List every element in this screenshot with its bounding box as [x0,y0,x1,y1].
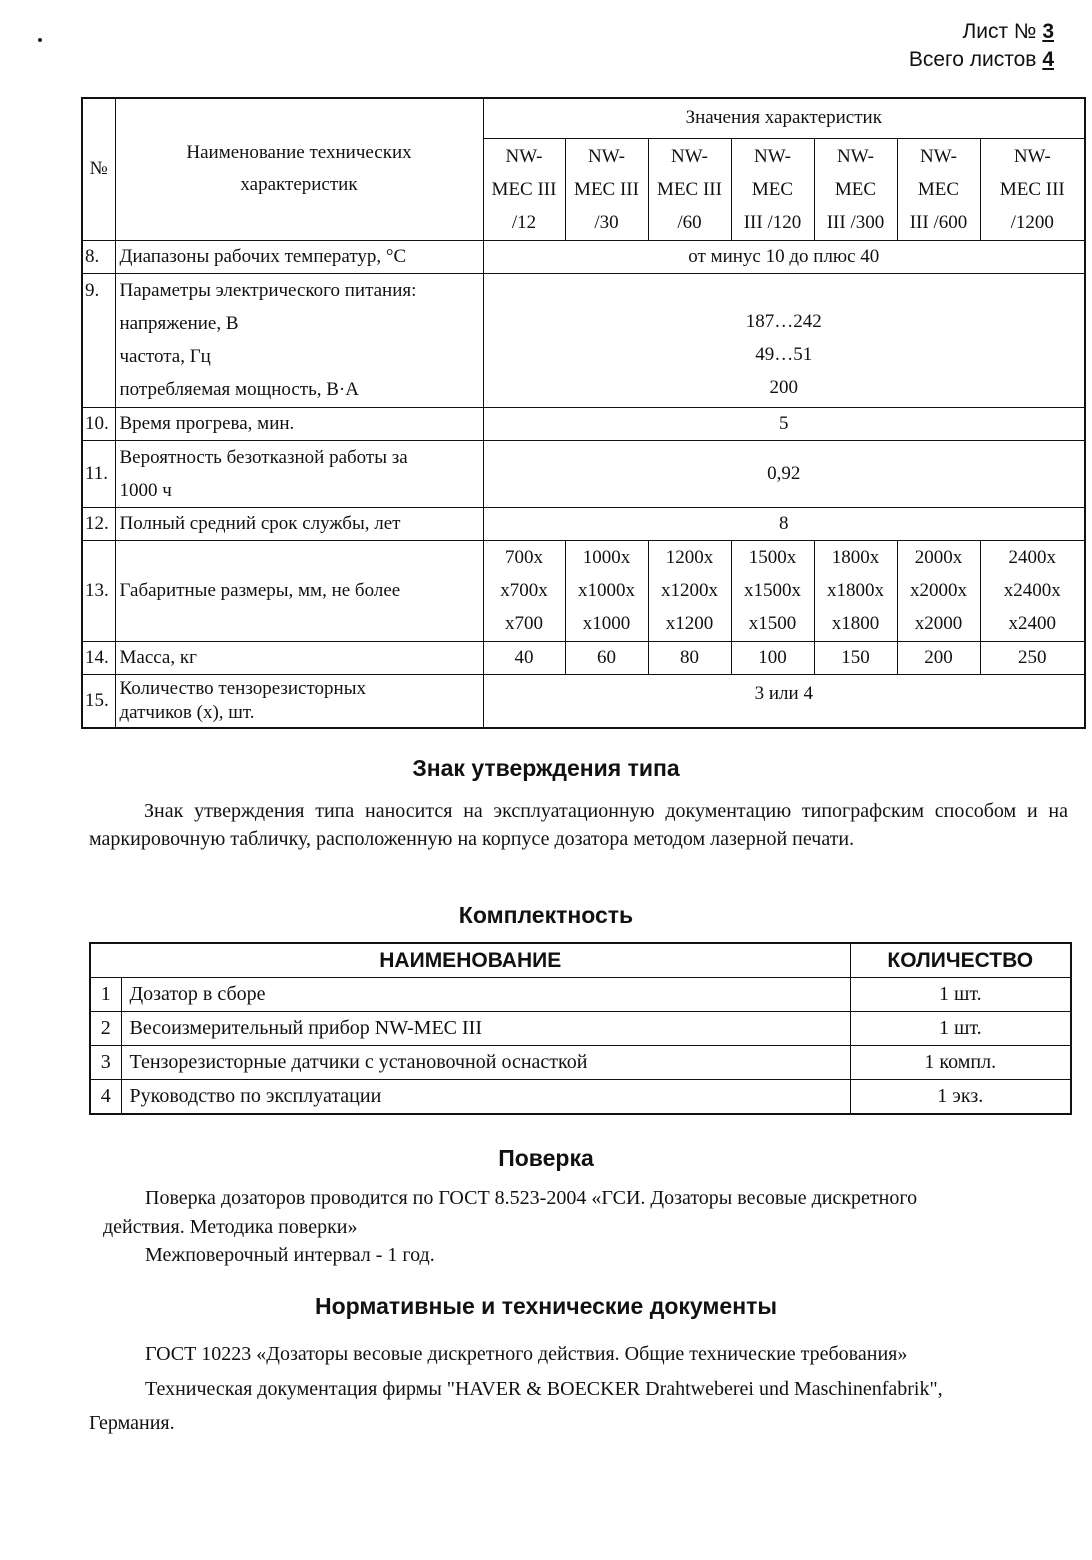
verification-heading: Поверка [498,1145,594,1171]
kit-item-qty: 1 шт. [850,1012,1071,1046]
table-row [90,978,1071,1012]
kit-item-name: Руководство по эксплуатации [121,1080,850,1115]
kit-item-name: Тензорезисторные датчики с установочной оснасткой [121,1046,850,1080]
model-header: NW- MEC III /12 [483,138,565,240]
table-row [90,1080,1071,1115]
mass-cell: 250 [980,641,1085,674]
kit-item-qty: 1 компл. [850,1046,1071,1080]
approval-text: Знак утверждения типа наносится на эксплуатационную документацию типографским способом и на маркировочную табличку, расположенную на корпусе дозатора методом лазерной печати. [89,800,1068,850]
dimension-cell: 700x x700x x700 [483,540,565,641]
dimension-cell: 1800x x1800x x1800 [814,540,897,641]
kit-header-row [90,943,1071,978]
row-number: 13. [82,540,115,641]
kit-table [89,942,1072,1115]
dimension-cell: 1200x x1200x x1200 [648,540,731,641]
model-header: NW- MEC III /300 [814,138,897,240]
row-name: Диапазоны рабочих температур, °С [115,240,483,273]
row-value: 3 или 4 [483,674,1085,728]
kit-item-name: Дозатор в сборе [121,978,850,1012]
table-row [90,1046,1071,1080]
row-name: Параметры электрического питания: напряжение, В частота, Гц потребляемая мощность, В·А [115,273,483,407]
model-header: NW- MEC III /120 [731,138,814,240]
col-values-header: Значения характеристик [483,98,1085,138]
row-value: 0,92 [483,440,1085,507]
col-no-header: № [82,98,115,240]
row-number: 9. [82,273,115,407]
model-header: NW- MEC III /30 [565,138,648,240]
col-name-header: Наименование технических характеристик [115,98,483,240]
sheet-number [909,18,1054,74]
dimension-cell: 2000x x2000x x2000 [897,540,980,641]
model-header: NW- MEC III /600 [897,138,980,240]
spec-row-8 [82,240,1085,273]
normative-line-1: ГОСТ 10223 «Дозаторы весовые дискретного действия. Общие технические требования» [145,1343,908,1365]
total-num: 4 [1042,48,1054,71]
total-label: Всего листов [908,48,1037,71]
table-row [90,1012,1071,1046]
normative-heading: Нормативные и технические документы [315,1293,777,1319]
row-value: 8 [483,507,1085,540]
mass-cell: 40 [483,641,565,674]
row-number: 11. [82,440,115,507]
row-number: 8. [82,240,115,273]
verification-interval: Межповерочный интервал - 1 год. [145,1244,435,1266]
spec-row-13 [82,540,1085,641]
kit-item-name: Весоизмерительный прибор NW-MEC III [121,1012,850,1046]
row-value: от минус 10 до плюс 40 [483,240,1085,273]
spec-row-14 [82,641,1085,674]
row-number: 10. [82,407,115,440]
row-number: 14. [82,641,115,674]
normative-line-2: Техническая документация фирмы "HAVER & BOECKER Drahtweberei und Maschinenfabrik", [145,1378,943,1400]
sheet-label: Лист № [962,20,1037,43]
row-value: 187…242 49…51 200 [483,273,1085,407]
row-number: 15. [82,674,115,728]
scan-speck [38,38,42,42]
mass-cell: 100 [731,641,814,674]
mass-cell: 60 [565,641,648,674]
mass-cell: 150 [814,641,897,674]
row-name: Вероятность безотказной работы за 1000 ч [115,440,483,507]
mass-cell: 80 [648,641,731,674]
verification-line-1: Поверка дозаторов проводится по ГОСТ 8.523-2004 «ГСИ. Дозаторы весовые дискретного [145,1187,918,1209]
kit-col-qty: КОЛИЧЕСТВО [850,943,1071,978]
dimension-cell: 1500x x1500x x1500 [731,540,814,641]
verification-line-2: действия. Методика поверки» [103,1216,358,1238]
sheet-num: 3 [1042,20,1054,43]
row-name: Масса, кг [115,641,483,674]
row-number: 12. [82,507,115,540]
spec-row-9 [82,273,1085,407]
kit-col-name: НАИМЕНОВАНИЕ [90,943,850,978]
row-name: Количество тензорезисторных датчиков (x), шт. [115,674,483,728]
row-name: Время прогрева, мин. [115,407,483,440]
spec-row-11 [82,440,1085,507]
approval-heading: Знак утверждения типа [412,755,680,781]
kit-row-number: 1 [90,978,121,1012]
characteristics-table [81,97,1086,729]
kit-item-qty: 1 шт. [850,978,1071,1012]
model-header: NW- MEC III /60 [648,138,731,240]
model-header: NW- MEC III /1200 [980,138,1085,240]
row-value: 5 [483,407,1085,440]
dimension-cell: 2400x x2400x x2400 [980,540,1085,641]
dimension-cell: 1000x x1000x x1000 [565,540,648,641]
kit-row-number: 2 [90,1012,121,1046]
spec-row-10 [82,407,1085,440]
row-name: Полный средний срок службы, лет [115,507,483,540]
spec-row-12 [82,507,1085,540]
kit-item-qty: 1 экз. [850,1080,1071,1115]
kit-heading: Комплектность [458,902,634,928]
spec-row-15 [82,674,1085,728]
mass-cell: 200 [897,641,980,674]
row-name: Габаритные размеры, мм, не более [115,540,483,641]
normative-line-3: Германия. [89,1412,175,1434]
kit-row-number: 4 [90,1080,121,1115]
kit-row-number: 3 [90,1046,121,1080]
